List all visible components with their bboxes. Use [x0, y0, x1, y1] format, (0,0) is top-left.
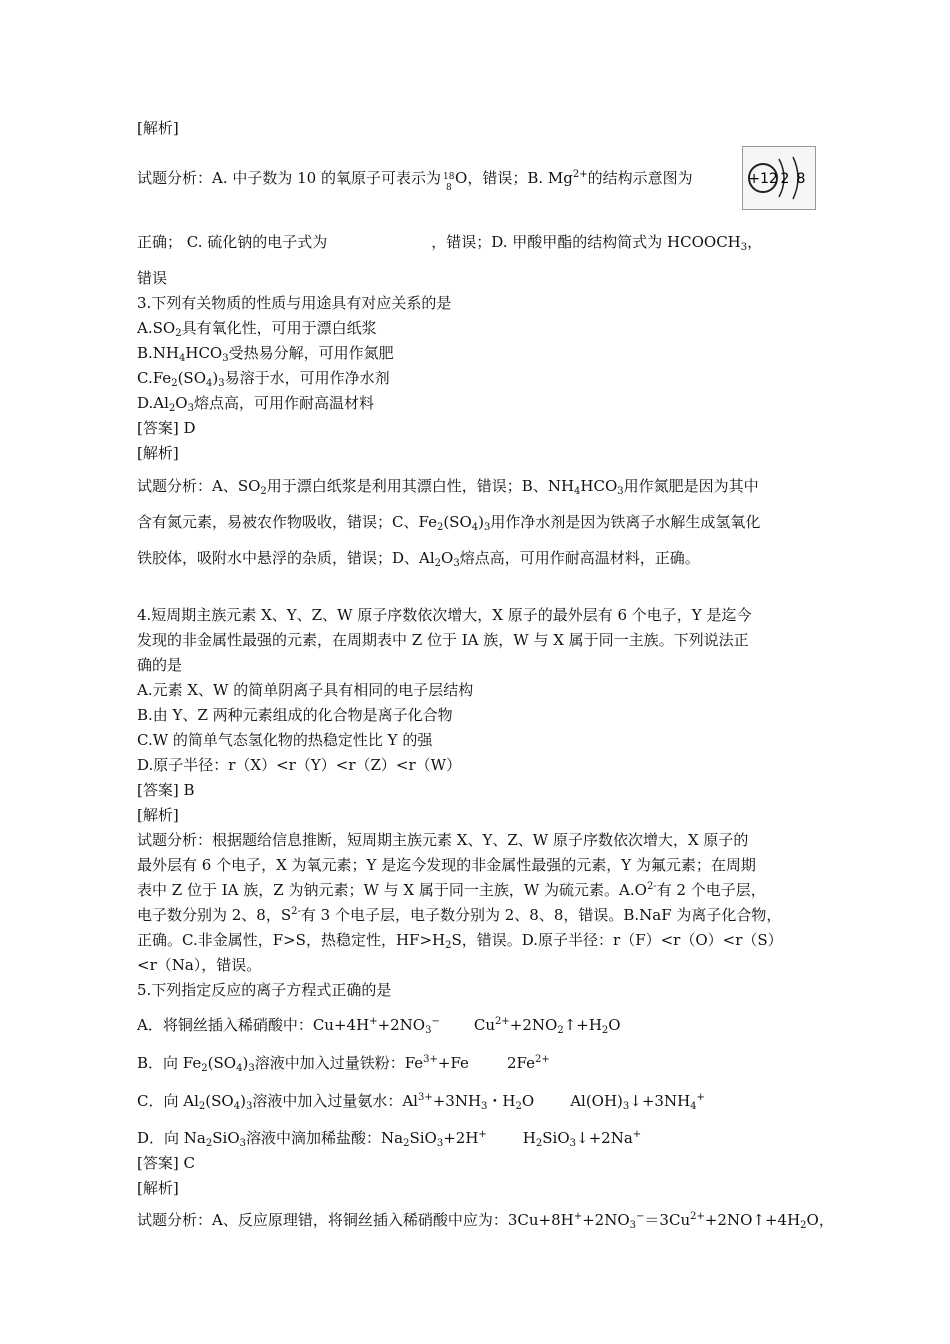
q3-option-a: $A.SO_2$具有氧化性，可用于漂白纸浆	[137, 319, 377, 339]
q2-analysis-line3: 错误	[137, 269, 168, 287]
analysis-heading: [解析]	[137, 119, 179, 137]
oxygen-isotope: 18 8	[443, 172, 455, 193]
q3-analysis-line1: 试题分析：A、$SO_2$用于漂白纸浆是利用其漂白性，错误；B、$NH_4HCO_3$用作氮肥是因为其中	[137, 477, 759, 497]
q4-option-a: A.元素 X、W 的简单阴离子具有相同的电子层结构	[137, 681, 474, 699]
q3-option-b: $B.NH_4HCO_3$受热易分解，可用作氮肥	[137, 344, 394, 364]
q4-analysis-line3: 表中 Z 位于 IA 族，Z 为钠元素；W 与 X 属于同一主族，W 为硫元素。$A.O^{2-}$有 2 个电子层，	[137, 881, 766, 899]
q5-option-c: C．向 $Al_2(SO_4)_3$溶液中加入过量氨水：$Al^{3+}+3NH_3$・$H_2O$ $Al(OH)_3↓+3NH_4^+$	[137, 1092, 705, 1112]
q4-analysis-line4: 电子数分别为 2、8，$S^{2-}$有 3 个电子层，电子数分别为 2、8、8，错误。B.NaF 为离子化合物，	[137, 906, 782, 924]
q5-answer: [答案] C	[137, 1154, 195, 1172]
q3-analysis-line3: 铁胶体，吸附水中悬浮的杂质，错误；D、$Al_2O_3$熔点高，可用作耐高温材料，正确。	[137, 549, 700, 569]
q5-option-a: A．将铜丝插入稀硝酸中：$Cu+4H^++2NO_3^-$ $Cu^{2+}+2NO_2↑+H_2O$	[137, 1016, 621, 1036]
q2-analysis-line1: 试题分析：A. 中子数为 10 的氧原子可表示为 18 8 O，错误；B. $Mg^{2+}$的结构示意图为	[137, 169, 693, 193]
svg-text:+12: +12	[748, 171, 778, 187]
q4-stem-line3: 确的是	[137, 656, 183, 674]
q2-analysis-line2: 正确； C. 硫化钠的电子式为 ，错误；D. 甲酸甲酯的结构简式为 $HCOOCH_3$，	[137, 233, 763, 253]
q5-analysis-heading: [解析]	[137, 1179, 179, 1197]
q4-option-d: D.原子半径：r（X）<r（Y）<r（Z）<r（W）	[137, 756, 462, 774]
q5-option-b: B．向 $Fe_2(SO_4)_3$溶液中加入过量铁粉：$Fe^{3+}+Fe$ $2Fe^{2+}$	[137, 1054, 550, 1074]
q4-option-b: B.由 Y、Z 两种元素组成的化合物是离子化合物	[137, 706, 453, 724]
q4-answer: [答案] B	[137, 781, 195, 799]
q4-stem-line2: 发现的非金属性最强的元素，在周期表中 Z 位于 IA 族，W 与 X 属于同一主族。下列说法正	[137, 631, 749, 649]
q5-stem: 5.下列指定反应的离子方程式正确的是	[137, 981, 392, 999]
q5-option-d: D．向 $Na_2SiO_3$溶液中滴加稀盐酸：$Na_2SiO_3+2H^+$ $H_2SiO_3↓+2Na^+$	[137, 1129, 642, 1149]
svg-text:2: 2	[780, 171, 790, 187]
svg-text:8: 8	[796, 171, 806, 187]
mg-ion-structure-diagram	[742, 146, 816, 210]
q4-analysis-line6: <r（Na），错误。	[137, 956, 262, 974]
q3-option-c: $C.Fe_2(SO_4)_3$易溶于水，可用作净水剂	[137, 369, 390, 389]
q4-option-c: C.W 的简单气态氢化物的热稳定性比 Y 的强	[137, 731, 433, 749]
q3-analysis-line2: 含有氮元素，易被农作物吸收，错误；C、$Fe_2(SO_4)_3$用作净水剂是因为铁离子水解生成氢氧化	[137, 513, 761, 533]
q4-analysis-line1: 试题分析：根据题给信息推断，短周期主族元素 X、Y、Z、W 原子序数依次增大，X 原子的	[137, 831, 749, 849]
q4-analysis-line5: 正确。C.非金属性，F>S，热稳定性，$HF>H_2S$，错误。D.原子半径：r（F）<r（O）<r（S）	[137, 931, 783, 951]
q5-analysis-line1: 试题分析：A、反应原理错，将铜丝插入稀硝酸中应为：$3Cu+8H^++2NO_3^-=3Cu^{2+}+2NO↑+4H_2O$，	[137, 1211, 834, 1231]
q4-stem-line1: 4.短周期主族元素 X、Y、Z、W 原子序数依次增大，X 原子的最外层有 6 个电子，Y 是迄今	[137, 606, 752, 624]
q4-analysis-heading: [解析]	[137, 806, 179, 824]
q4-analysis-line2: 最外层有 6 个电子，X 为氧元素；Y 是迄今发现的非金属性最强的元素，Y 为氟元素；在周期	[137, 856, 756, 874]
q3-analysis-heading: [解析]	[137, 444, 179, 462]
q3-option-d: $D.Al_2O_3$熔点高，可用作耐高温材料	[137, 394, 374, 414]
q3-answer: [答案] D	[137, 419, 196, 437]
q3-stem: 3.下列有关物质的性质与用途具有对应关系的是	[137, 294, 452, 312]
